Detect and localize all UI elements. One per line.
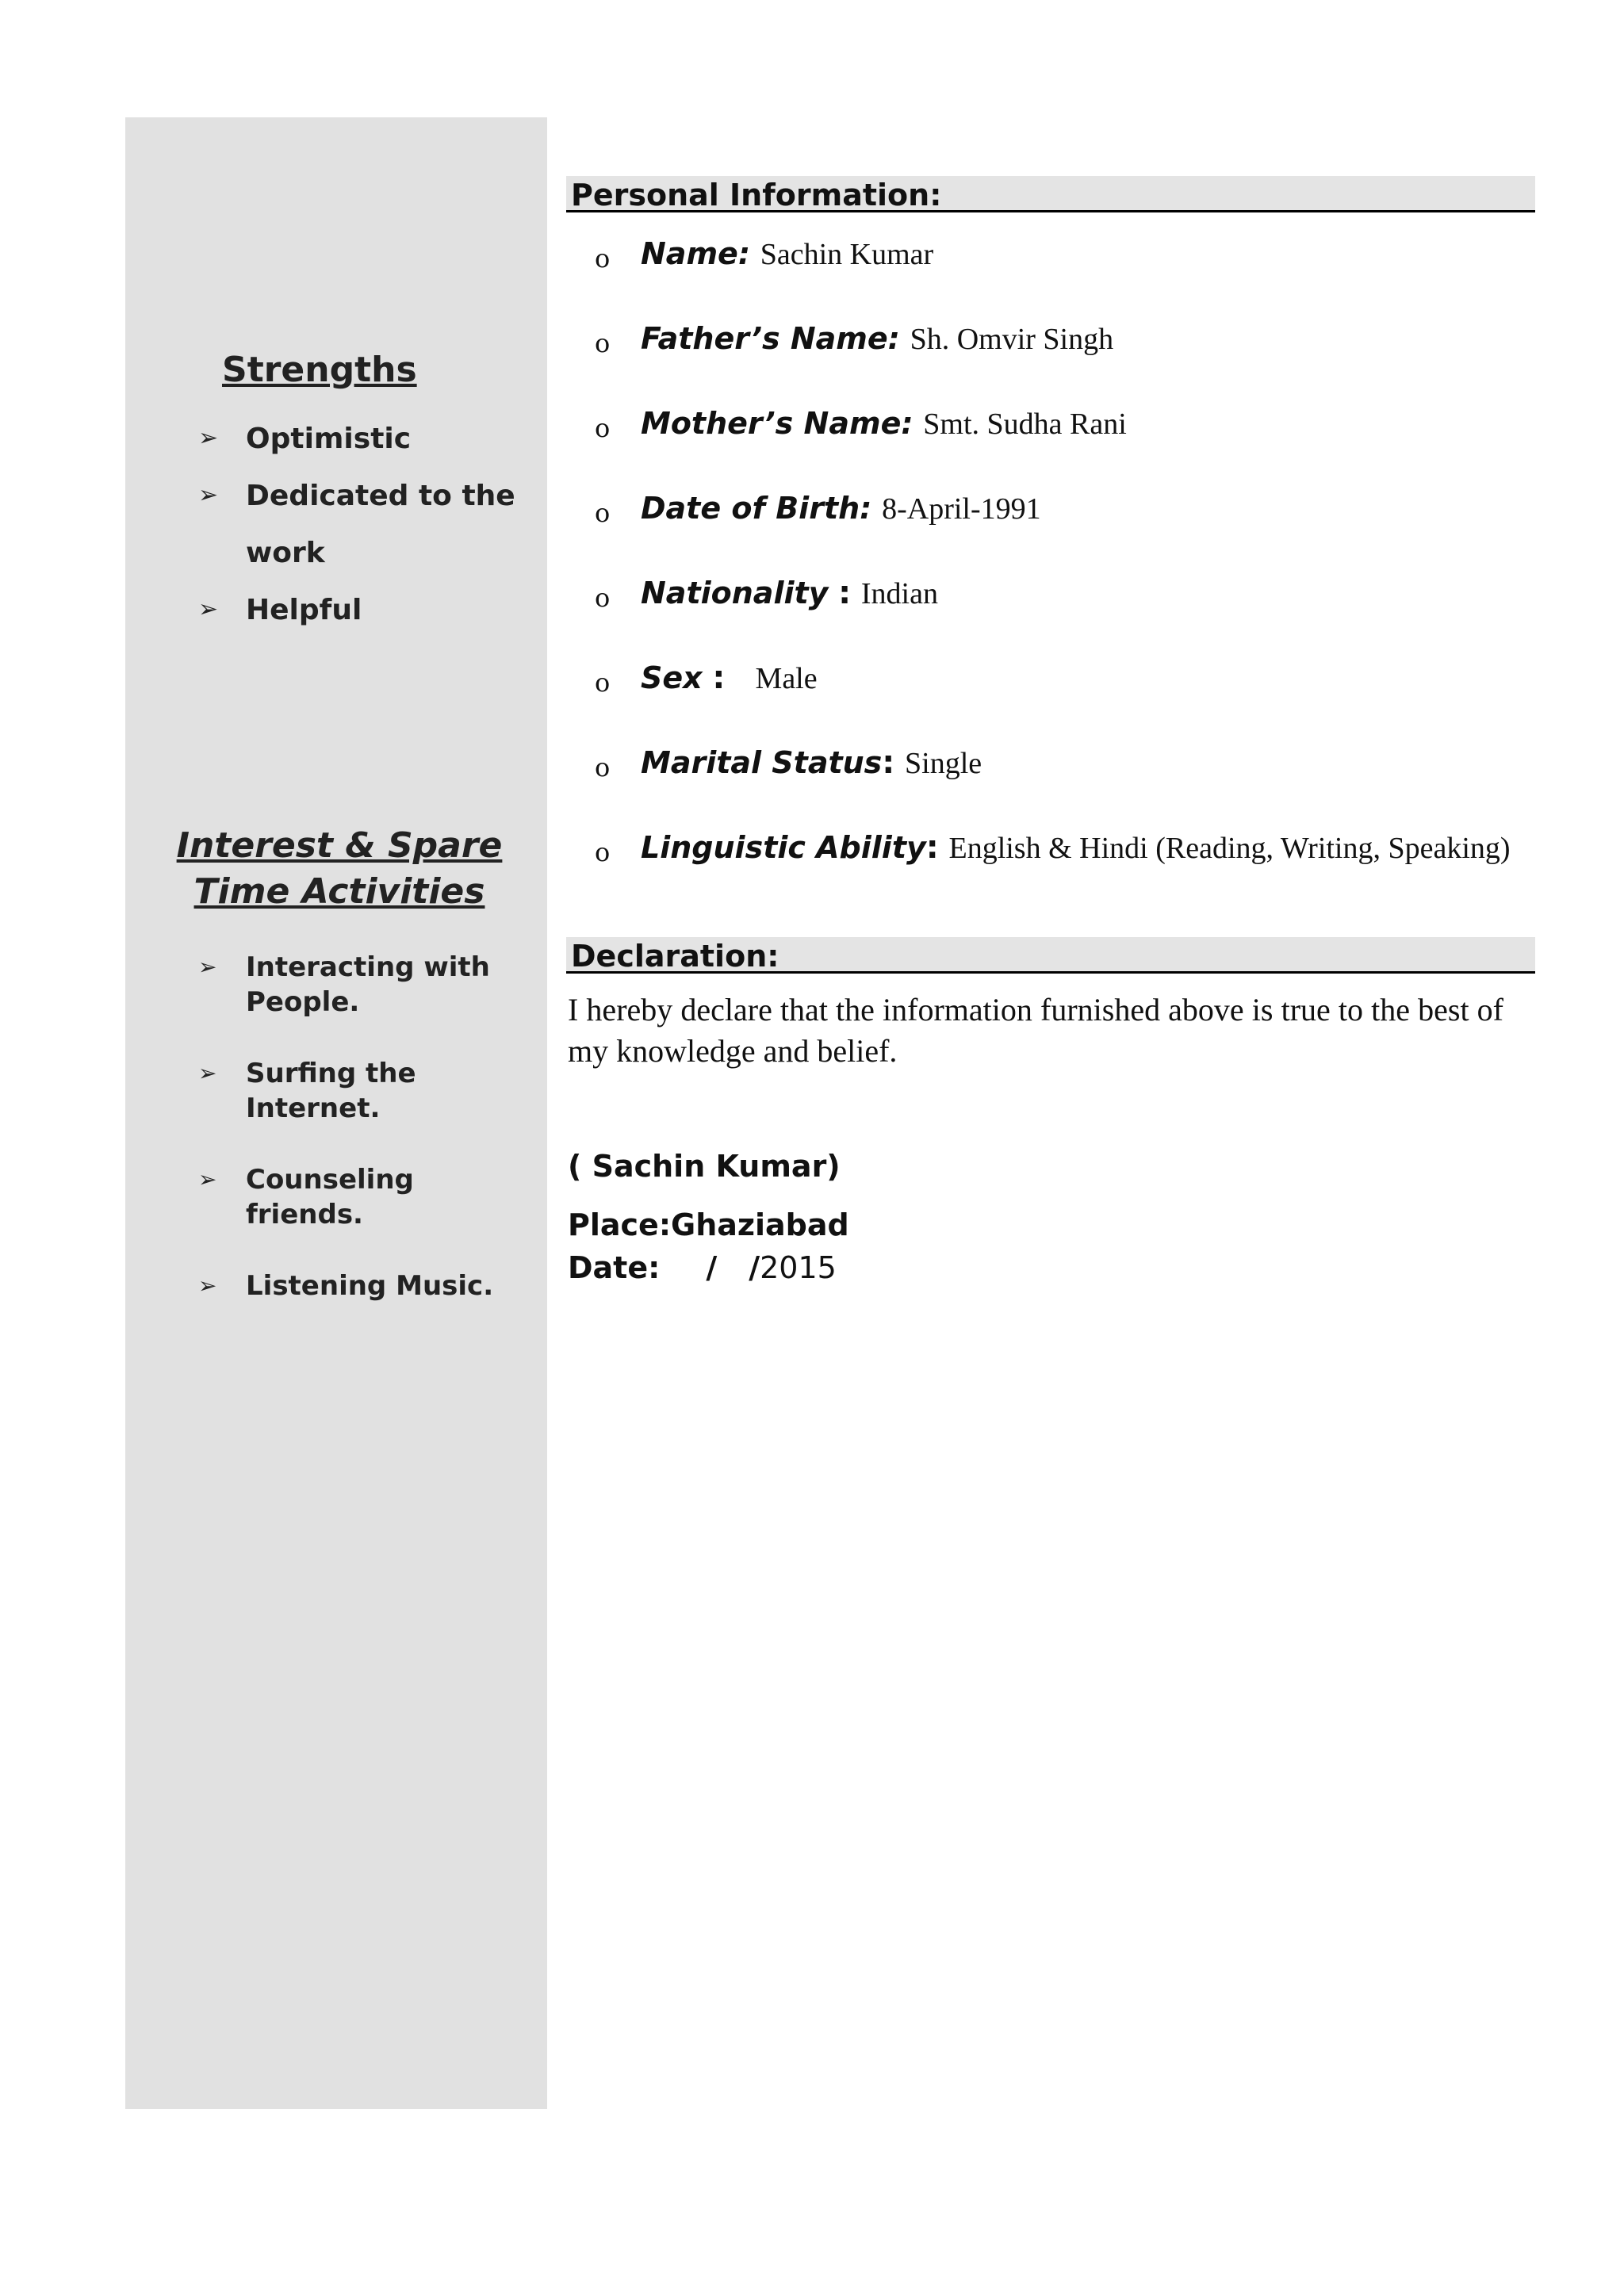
list-item: ➢ Surfing the Internet. [198,1058,416,1124]
info-row-father: o Father’s Name: Sh. Omvir Singh [587,299,1538,384]
personal-info-header: Personal Information: [566,176,1535,212]
info-row-mother: o Mother’s Name: Smt. Sudha Rani [587,384,1538,469]
circle-bullet-icon: o [595,583,611,613]
date-line: Date: / /2015 [568,1250,837,1285]
info-row-name: o Name: Sachin Kumar [587,214,1538,299]
declaration-header: Declaration: [566,937,1535,974]
strengths-list [198,411,539,639]
place-label: Place: [568,1207,672,1242]
list-item: ➢ Interacting with People. [198,951,490,1018]
interest-list [198,950,539,1340]
strengths-title: Strengths [222,350,417,390]
circle-bullet-icon: o [595,498,611,528]
info-row-marital: o Marital Status: Single [587,723,1538,808]
list-item: ➢ Dedicated to the work [198,480,515,569]
circle-bullet-icon: o [595,837,611,867]
place-value: Ghaziabad [671,1207,849,1242]
arrow-bullet-icon: ➢ [198,1166,217,1192]
circle-bullet-icon: o [595,752,611,783]
arrow-bullet-icon: ➢ [198,595,219,623]
info-row-sex: o Sex : Male [587,638,1538,723]
signature: ( Sachin Kumar) [568,1149,841,1184]
list-item: ➢ Listening Music. [198,1270,494,1302]
info-row-linguistic: o Linguistic Ability: English & Hindi (Reading, Writing, Speaking) [587,808,1538,893]
sidebar [125,117,547,2109]
arrow-bullet-icon: ➢ [198,954,217,980]
list-item: ➢ Helpful [198,594,362,626]
circle-bullet-icon: o [595,413,611,443]
date-year: 2015 [760,1250,837,1285]
interest-title: Interest & Spare Time Activities [176,825,503,912]
info-row-nationality: o Nationality : Indian [587,553,1538,638]
place-line [568,1205,849,1245]
personal-info-list [587,214,1538,893]
list-item: ➢ Optimistic [198,423,412,455]
list-item: ➢ Counseling friends. [198,1164,414,1230]
circle-bullet-icon: o [595,668,611,698]
arrow-bullet-icon: ➢ [198,1272,217,1299]
arrow-bullet-icon: ➢ [198,424,219,452]
date-label: Date: [568,1250,661,1285]
declaration-text: I hereby declare that the information furnished above is true to the best of my knowledge and belief. [568,992,1503,1069]
arrow-bullet-icon: ➢ [198,481,219,509]
arrow-bullet-icon: ➢ [198,1060,217,1086]
circle-bullet-icon: o [595,243,611,274]
info-row-dob: o Date of Birth: 8-April-1991 [587,469,1538,553]
circle-bullet-icon: o [595,328,611,358]
